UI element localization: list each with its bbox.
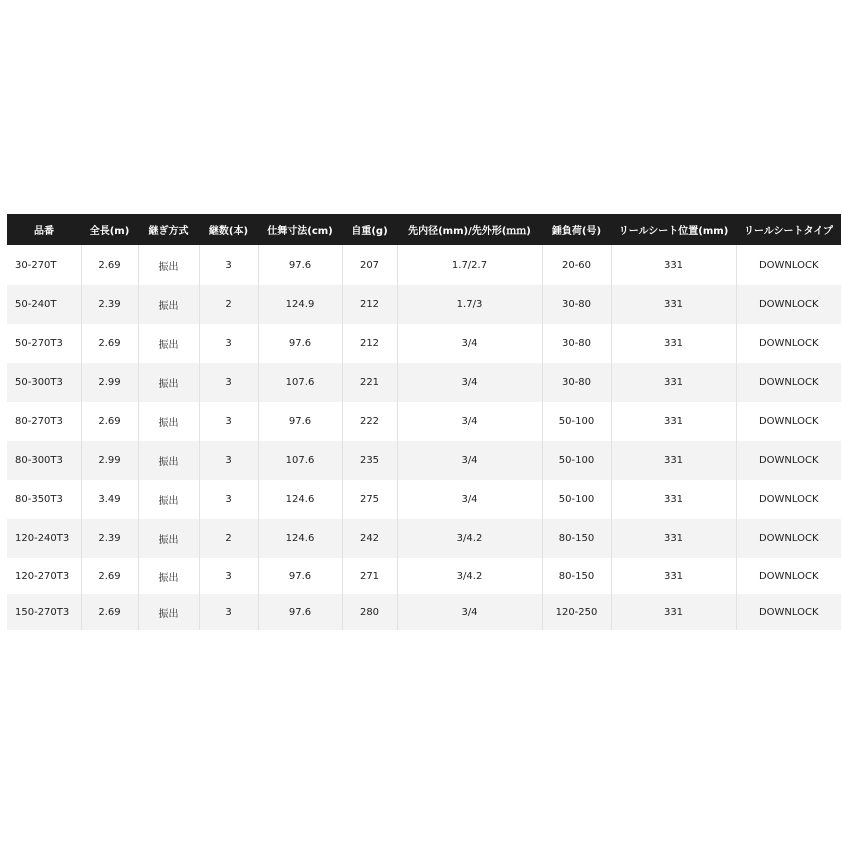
table-row xyxy=(7,245,841,285)
header-sinker-load: 錘負荷(号) xyxy=(542,214,611,245)
cell-tip-diameter: 3/4.2 xyxy=(397,519,542,558)
cell-joint-type: 振出 xyxy=(138,558,199,594)
cell-total-length: 2.69 xyxy=(81,558,138,594)
cell-sections: 3 xyxy=(199,363,258,402)
cell-model-number: 50-300T3 xyxy=(7,363,81,402)
cell-tip-diameter: 3/4 xyxy=(397,363,542,402)
cell-weight: 271 xyxy=(342,558,397,594)
cell-model-number: 120-270T3 xyxy=(7,558,81,594)
cell-sinker-load: 20-60 xyxy=(542,245,611,285)
cell-total-length: 2.69 xyxy=(81,402,138,441)
cell-model-number: 120-240T3 xyxy=(7,519,81,558)
cell-reel-seat-type: DOWNLOCK xyxy=(736,519,841,558)
cell-sinker-load: 80-150 xyxy=(542,519,611,558)
header-reel-seat-position: リールシート位置(mm) xyxy=(611,214,736,245)
table-row xyxy=(7,402,841,441)
cell-sections: 3 xyxy=(199,558,258,594)
cell-sinker-load: 30-80 xyxy=(542,363,611,402)
cell-model-number: 80-300T3 xyxy=(7,441,81,480)
cell-joint-type: 振出 xyxy=(138,594,199,630)
cell-model-number: 150-270T3 xyxy=(7,594,81,630)
header-weight: 自重(g) xyxy=(342,214,397,245)
cell-closed-length: 97.6 xyxy=(258,245,342,285)
cell-closed-length: 124.6 xyxy=(258,519,342,558)
cell-tip-diameter: 3/4 xyxy=(397,594,542,630)
table-row xyxy=(7,324,841,363)
cell-reel-seat-type: DOWNLOCK xyxy=(736,480,841,519)
cell-model-number: 30-270T xyxy=(7,245,81,285)
table-row xyxy=(7,285,841,324)
cell-total-length: 2.69 xyxy=(81,245,138,285)
cell-total-length: 2.39 xyxy=(81,285,138,324)
cell-reel-seat-position: 331 xyxy=(611,324,736,363)
cell-weight: 275 xyxy=(342,480,397,519)
table-row xyxy=(7,441,841,480)
header-row xyxy=(7,214,841,245)
cell-sections: 3 xyxy=(199,441,258,480)
cell-sections: 3 xyxy=(199,594,258,630)
cell-sinker-load: 50-100 xyxy=(542,441,611,480)
cell-closed-length: 107.6 xyxy=(258,363,342,402)
cell-tip-diameter: 3/4 xyxy=(397,402,542,441)
cell-weight: 242 xyxy=(342,519,397,558)
cell-closed-length: 107.6 xyxy=(258,441,342,480)
header-total-length: 全長(m) xyxy=(81,214,138,245)
cell-reel-seat-type: DOWNLOCK xyxy=(736,558,841,594)
cell-reel-seat-position: 331 xyxy=(611,519,736,558)
cell-sections: 2 xyxy=(199,519,258,558)
cell-sinker-load: 120-250 xyxy=(542,594,611,630)
cell-weight: 207 xyxy=(342,245,397,285)
header-joint-type: 継ぎ方式 xyxy=(138,214,199,245)
cell-joint-type: 振出 xyxy=(138,402,199,441)
table-row xyxy=(7,594,841,630)
cell-sections: 2 xyxy=(199,285,258,324)
cell-total-length: 2.69 xyxy=(81,324,138,363)
cell-sections: 3 xyxy=(199,245,258,285)
cell-closed-length: 97.6 xyxy=(258,594,342,630)
cell-tip-diameter: 1.7/2.7 xyxy=(397,245,542,285)
cell-weight: 212 xyxy=(342,285,397,324)
cell-reel-seat-position: 331 xyxy=(611,363,736,402)
cell-reel-seat-position: 331 xyxy=(611,245,736,285)
cell-sinker-load: 50-100 xyxy=(542,402,611,441)
cell-reel-seat-position: 331 xyxy=(611,558,736,594)
cell-tip-diameter: 3/4 xyxy=(397,480,542,519)
cell-weight: 212 xyxy=(342,324,397,363)
cell-weight: 221 xyxy=(342,363,397,402)
table-row xyxy=(7,363,841,402)
cell-joint-type: 振出 xyxy=(138,441,199,480)
cell-tip-diameter: 1.7/3 xyxy=(397,285,542,324)
cell-joint-type: 振出 xyxy=(138,285,199,324)
cell-reel-seat-position: 331 xyxy=(611,441,736,480)
cell-reel-seat-position: 331 xyxy=(611,480,736,519)
header-model-number: 品番 xyxy=(7,214,81,245)
cell-reel-seat-position: 331 xyxy=(611,594,736,630)
cell-sections: 3 xyxy=(199,324,258,363)
cell-reel-seat-type: DOWNLOCK xyxy=(736,402,841,441)
cell-model-number: 50-240T xyxy=(7,285,81,324)
header-tip-diameter: 先内径(mm)/先外形(ｍｍ) xyxy=(397,214,542,245)
cell-model-number: 80-270T3 xyxy=(7,402,81,441)
cell-reel-seat-type: DOWNLOCK xyxy=(736,594,841,630)
header-sections: 継数(本) xyxy=(199,214,258,245)
spec-table xyxy=(7,214,841,630)
cell-sinker-load: 30-80 xyxy=(542,285,611,324)
header-reel-seat-type: リールシートタイプ xyxy=(736,214,841,245)
cell-sinker-load: 50-100 xyxy=(542,480,611,519)
cell-reel-seat-position: 331 xyxy=(611,402,736,441)
cell-tip-diameter: 3/4 xyxy=(397,324,542,363)
cell-tip-diameter: 3/4.2 xyxy=(397,558,542,594)
cell-weight: 235 xyxy=(342,441,397,480)
header-closed-length: 仕舞寸法(cm) xyxy=(258,214,342,245)
table-row xyxy=(7,519,841,558)
cell-reel-seat-type: DOWNLOCK xyxy=(736,285,841,324)
cell-sections: 3 xyxy=(199,402,258,441)
cell-total-length: 3.49 xyxy=(81,480,138,519)
cell-closed-length: 124.9 xyxy=(258,285,342,324)
cell-sinker-load: 80-150 xyxy=(542,558,611,594)
cell-joint-type: 振出 xyxy=(138,324,199,363)
cell-weight: 280 xyxy=(342,594,397,630)
cell-sections: 3 xyxy=(199,480,258,519)
table-row xyxy=(7,558,841,594)
cell-closed-length: 97.6 xyxy=(258,558,342,594)
cell-model-number: 50-270T3 xyxy=(7,324,81,363)
cell-total-length: 2.39 xyxy=(81,519,138,558)
cell-joint-type: 振出 xyxy=(138,519,199,558)
cell-reel-seat-type: DOWNLOCK xyxy=(736,245,841,285)
cell-closed-length: 97.6 xyxy=(258,324,342,363)
cell-joint-type: 振出 xyxy=(138,363,199,402)
cell-closed-length: 124.6 xyxy=(258,480,342,519)
cell-total-length: 2.99 xyxy=(81,441,138,480)
cell-joint-type: 振出 xyxy=(138,480,199,519)
cell-tip-diameter: 3/4 xyxy=(397,441,542,480)
cell-reel-seat-type: DOWNLOCK xyxy=(736,363,841,402)
cell-reel-seat-position: 331 xyxy=(611,285,736,324)
cell-model-number: 80-350T3 xyxy=(7,480,81,519)
cell-total-length: 2.69 xyxy=(81,594,138,630)
cell-weight: 222 xyxy=(342,402,397,441)
cell-reel-seat-type: DOWNLOCK xyxy=(736,441,841,480)
cell-sinker-load: 30-80 xyxy=(542,324,611,363)
cell-reel-seat-type: DOWNLOCK xyxy=(736,324,841,363)
cell-closed-length: 97.6 xyxy=(258,402,342,441)
table-row xyxy=(7,480,841,519)
cell-joint-type: 振出 xyxy=(138,245,199,285)
cell-total-length: 2.99 xyxy=(81,363,138,402)
